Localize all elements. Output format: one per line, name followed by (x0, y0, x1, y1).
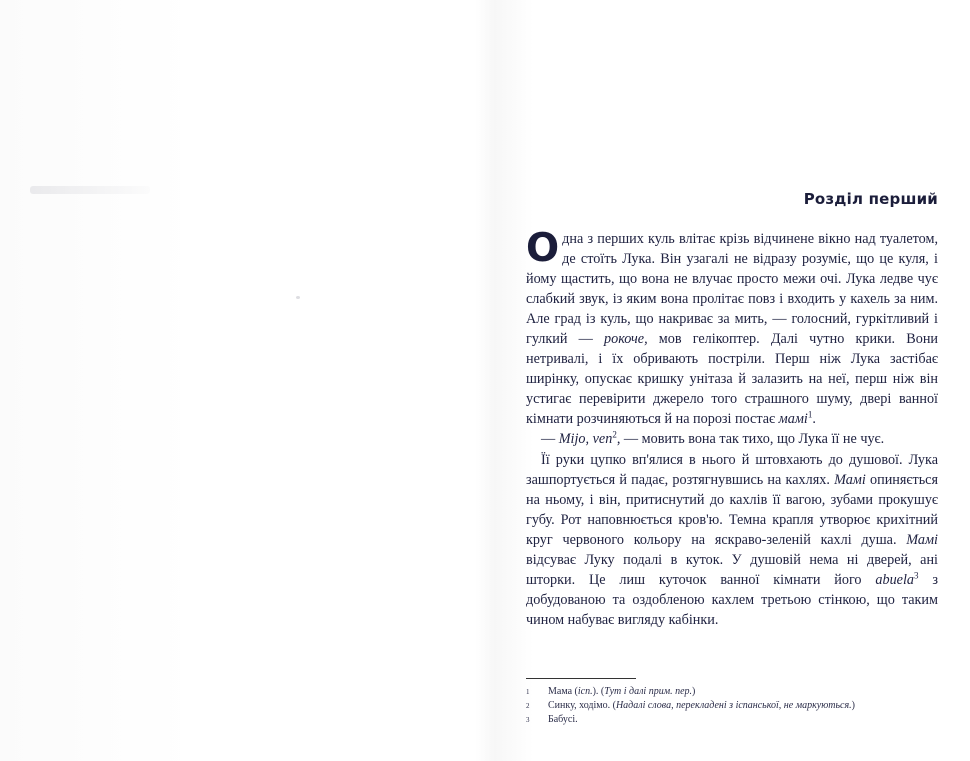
footnote-number: 1 (526, 688, 530, 696)
italic-text: Мамі (834, 471, 866, 488)
text-run: Бабусі. (548, 714, 578, 725)
italic-text: Тут і далі прим. пер. (604, 686, 693, 697)
text-run: . (812, 411, 816, 428)
paragraph-1-content (526, 226, 938, 428)
italic-text: Mijo, ven (558, 431, 613, 448)
text-run: дна з перших куль влітає крізь відчинене вікно над туалетом, де стоїть Лука. Він узагалі не відразу розуміє, що це куля, і йому щастить, що вона не влучає просто межи очі. Лука ледве чує слабкий звук, із яким вона пролітає повз і входить у кахель за ним. Але град із куль, що накриває за мить, — голосний, гуркітливий і гулкий — (526, 231, 938, 348)
italic-text: abuela (875, 571, 915, 588)
text-run: — (541, 431, 559, 448)
footnote-ref: 3 (914, 570, 919, 581)
text-run: Синку, ходімо. ( (548, 700, 616, 711)
footnote-3 (526, 713, 946, 727)
footnote-text (548, 699, 855, 713)
footnote-1 (526, 685, 946, 699)
text-run: ) (692, 686, 696, 697)
italic-text: рокоче, (604, 331, 648, 348)
footnote-ref: 2 (612, 429, 617, 440)
italic-text: мамі (778, 411, 808, 428)
footnotes (526, 685, 946, 727)
chapter-title: Розділ перший (803, 190, 938, 208)
italic-text: icn. (577, 686, 593, 697)
footnote-text (548, 713, 578, 727)
footnote-number: 2 (526, 702, 530, 710)
paragraph-1 (526, 226, 938, 429)
text-run: відсуває Луку подалі в куток. У душовій нема ні дверей, ані шторки. Це лиш куточок ванної кімнати його (526, 551, 938, 588)
italic-text: Надалі слова, перекладені з іспанської, не маркуються. (615, 700, 852, 711)
text-run: Її руки цупко вп'ялися в нього й штовхають до душової. Лука зашпортується й падає, розтягнувшись на кахлях. (526, 451, 938, 488)
text-run: ) (851, 700, 855, 711)
bleed-through-mark (30, 186, 150, 194)
text-run: з добудованою та оздобленою кахлем третьою стінкою, що таким чином набуває вигляду кабінки. (526, 571, 938, 628)
footnote-divider (526, 678, 636, 679)
text-run: , — мовить вона так тихо, що Лука її не чує. (616, 431, 885, 448)
drop-cap: О (526, 226, 560, 271)
body-text (526, 226, 938, 630)
text-run: опиняється на ньому, і він, притиснутий до кахлів її вагою, зубами прокушує губу. Рот наповнюється кров'ю. Темна крапля утворює крихітний круг червоного кольору на яскраво-зеленій кахлі душа. (526, 471, 938, 548)
footnote-number: 3 (526, 716, 530, 724)
paper-speck (296, 296, 300, 299)
paragraph-2 (526, 429, 938, 449)
text-run: мов гелікоптер. Далі чутно крики. Вони нетривалі, і їх обривають постріли. Перш ніж Лука застібає ширінку, опускає кришку унітаза й залазить на неї, перш ніж він устигає перевірити джерело того страшного шуму, двері ванної кімнати розчиняються й на порозі постає (526, 331, 938, 428)
footnote-text (548, 685, 695, 699)
paragraph-3 (526, 450, 938, 630)
italic-text: Мамі (906, 531, 938, 548)
text-run: ). ( (592, 686, 605, 697)
footnote-ref: 1 (807, 409, 813, 420)
footnote-2 (526, 699, 946, 713)
text-run: Мама ( (548, 686, 578, 697)
